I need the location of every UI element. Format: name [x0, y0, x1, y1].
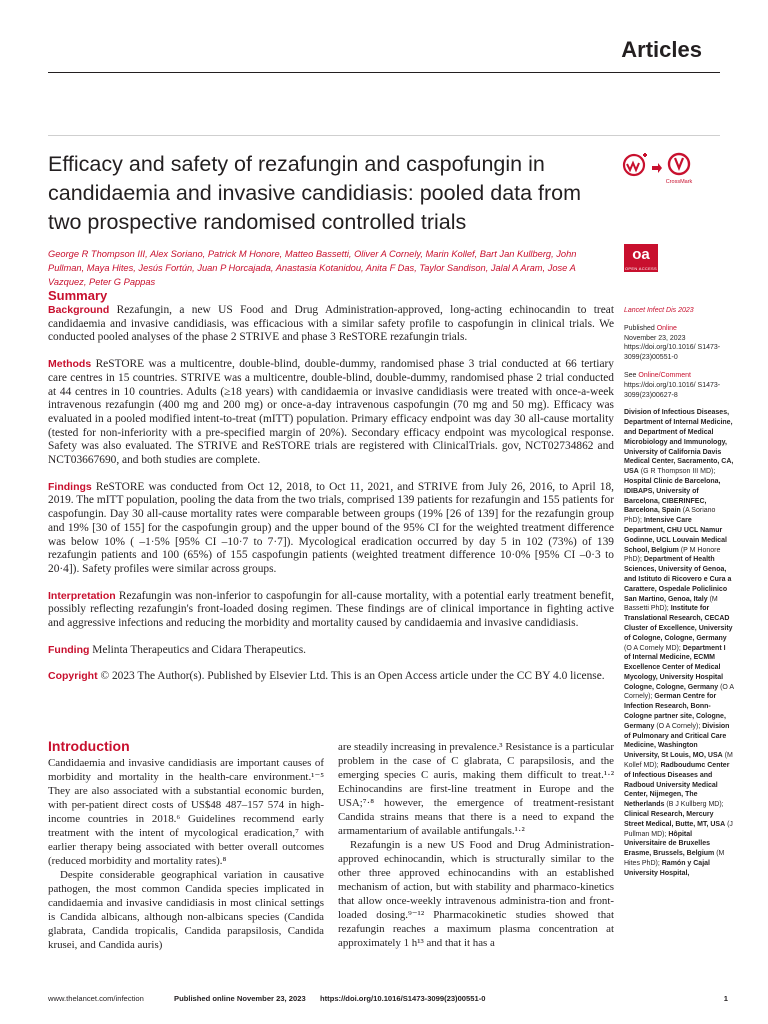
- affiliation-inst: Intensive Care Department, CHU UCL Namur Godinne, UCL Louvain Medical School, Belgium: [624, 517, 727, 554]
- published-doi[interactable]: https://doi.org/10.1016/ S1473-3099(23)00551-0: [624, 344, 721, 362]
- see-label: See: [624, 371, 637, 379]
- affiliation-inst: Hospital Clinic de Barcelona, IDIBAPS, University of Barcelona, CIBERINFEC, Barcelona, Spain: [624, 477, 721, 515]
- summary-heading: Summary: [48, 288, 108, 303]
- article-title: Efficacy and safety of rezafungin and caspofungin in candidaemia and invasive candidiasis: pooled data from two prospective randomised controlled trials: [48, 152, 582, 234]
- affiliation-who: (O A Cornely MD);: [624, 644, 681, 652]
- background-text: Rezafungin, a new US Food and Drug Administration-approved, long-acting echinocandin to treat candidaemia and invasive candidiasis, was efficacious with a similar safety profile to caspofungin in clinical trials. We conducted pooled analyses of the phase 2 STRIVE and phase 3 ReSTORE rezafungin trials.: [48, 304, 614, 344]
- arrow-icon: [652, 163, 662, 173]
- findings-text: ReSTORE was conducted from Oct 12, 2018, to Oct 11, 2021, and STRIVE from July 26, 2016, to April 18, 2019. The mITT population, pooling the data from the two trials, comprised 139 patients for rezafungin and 155 patients for caspofungin. Day 30 all-cause mortality rates were comparable between groups (19% [26 of 139] for the rezafungin group and 19% [30 of 155] for the caspofungin group) and the upper bound of the 95% CI for the weighted treatment difference was below 10% ( –1·5% [95% CI –10·7 to 7·7]). Mycological eradication occurred by day 5 in 102 (73%) of 139 rezafungin patients and 100 (65%) of 155 caspofungin patients (weighted treatment difference 10·0% [95% CI –0·3 to 20·4]). Safety profiles were similar across groups.: [48, 480, 614, 575]
- affiliation-inst: Hôpital Universitaire de Bruxelles Erasme, Brussels, Belgium: [624, 830, 715, 858]
- online-link[interactable]: Online: [656, 324, 677, 332]
- comment-link[interactable]: Online/Comment: [638, 371, 691, 379]
- published-info: [624, 324, 734, 363]
- affiliation-who: (O A Cornely);: [624, 683, 734, 701]
- title-rule: [48, 135, 720, 136]
- affiliation-who: (M Hites PhD);: [624, 850, 725, 868]
- affiliation-who: (P M Honore PhD);: [624, 546, 721, 564]
- comment-doi[interactable]: https://doi.org/10.1016/ S1473-3099(23)00627-8: [624, 381, 721, 399]
- interpretation-label: Interpretation: [48, 589, 116, 602]
- abstract-methods: [48, 358, 614, 468]
- open-access-badge[interactable]: [624, 244, 658, 272]
- paragraph: Rezafungin is a new US Food and Drug Administration-approved echinocandin, which is structurally similar to the other three approved echinocandins with an established mechanism of action, but with stability and pharmaco-kinetics that allow once-weekly intravenous administra-tion and front-loaded dosing.⁹⁻¹² Pharmacokinetic studies showed that rezafungin reaches a maximum plasma concentration at approximately 1 h¹³ and that it has a: [338, 839, 614, 949]
- funding-label: Funding: [48, 643, 90, 656]
- see-also-info: [624, 371, 734, 400]
- abstract-background: [48, 304, 614, 345]
- affiliations: [624, 408, 734, 878]
- body-column-right: [338, 740, 614, 950]
- abstract-copyright: [48, 670, 614, 684]
- affiliation-inst: Ramón y Cajal University Hospital,: [624, 860, 710, 877]
- affiliation-inst: Division of Pulmonary and Critical Care Medicine, Washington University, St Louis, MO, USA: [624, 722, 730, 760]
- abstract: [48, 304, 614, 697]
- methods-text: ReSTORE was a multicentre, double-blind, double-dummy, randomised phase 3 trial conducted at 66 tertiary care centres in 15 countries. STRIVE was a multicentre, double-blind, double-dummy, randomised phase 2 trial conducted at 44 centres in 10 countries. Adults (≥18 years) with candidaemia or invasive candidiasis were treated with once-a-week intravenous rezafungin (400 mg and 200 mg) or once-a-day intravenous caspofungin (70 mg and 50 mg). Efficacy was evaluated in a pooled modified intent-to-treat (mITT) population. Primary efficacy endpoint was day 30 all-cause mortality (tested for non-inferiority with a pre-specified margin of 20%). Secondary efficacy endpoint was mycological response. Safety was also evaluated. The STRIVE and ReSTORE trials are registered with ClinicalTrials. gov, NCT02734862 and NCT03667690, and both studies are complete.: [48, 358, 614, 467]
- affiliation-who: (G R Thompson III MD);: [640, 468, 716, 476]
- oa-sublabel: OPEN ACCESS: [625, 266, 657, 271]
- affiliation-inst: Radboudumc Center of Infectious Diseases and Radboud University Medical Center, Nijmegen, The Netherlands: [624, 762, 730, 809]
- published-date: November 23, 2023: [624, 334, 686, 342]
- journal-citation: Lancet Infect Dis 2023: [624, 307, 694, 314]
- affiliation-who: (O A Cornely);: [656, 722, 701, 730]
- published-online: Published online November 23, 2023: [174, 994, 306, 1003]
- funding-text: Melinta Therapeutics and Cidara Therapeutics.: [92, 643, 306, 656]
- author-list: George R Thompson III, Alex Soriano, Patrick M Honore, Matteo Bassetti, Oliver A Cornely, Marin Kollef, Bart Jan Kullberg, John Pullman, Maya Hites, Jesús Fortún, Juan P Horcajada, Anastasia Kotanidou, Anita F Das, Taylor Sandison, Jalal A Aram, Jose A Vazquez, Peter G Pappas: [48, 249, 577, 287]
- affiliation-inst: German Centre for Infection Research, Bonn-Cologne partner site, Cologne, Germany: [624, 693, 726, 730]
- sidebar: [624, 306, 734, 879]
- paragraph: Candidaemia and invasive candidiasis are important causes of morbidity and mortality in the health-care environment.¹⁻⁵ They are also associated with a substantial economic burden, with per-patient direct costs of US$48 487–157 574 in high-income countries in 2018.⁶ Guidelines recommend early treatment with the intent of mycological eradication,⁷ with earlier therapy being associated with better overall outcomes (reduced morbidity and mortality rates).⁸: [48, 757, 324, 867]
- affiliation-inst: Clinical Research, Mercury Street Medical, Butte, MT, USA: [624, 811, 726, 828]
- article-doi[interactable]: https://doi.org/10.1016/S1473-3099(23)00551-0: [320, 994, 486, 1003]
- methods-label: Methods: [48, 358, 92, 371]
- affiliation-inst: Department I of Internal Medicine, ECMM Excellence Center of Medical Mycology, University Hospital Cologne, Cologne, Germany: [624, 644, 726, 691]
- section-heading: Articles: [621, 37, 702, 62]
- paragraph: Despite considerable geographical variation in causative pathogen, the most common Candida species implicated in candidaemia and invasive candidiasis in most clinical settings is Candida albicans, although non-albicans species (Candida glabrata, Candida tropicalis, Candida parapsilosis, Candida krusei, and Candida auris): [48, 869, 324, 951]
- interpretation-text: Rezafungin was non-inferior to caspofungin for all-cause mortality, with a potential early treatment benefit, possibly reflecting rezafungin's front-loaded dosing regimen. These findings are of clinical importance in fighting active and aggressive infections and reducing the morbidity and mortality caused by candidaemia and invasive candidiasis.: [48, 589, 614, 630]
- affiliation-who: (M Kollef MD);: [624, 752, 733, 770]
- badge-group: [622, 152, 702, 186]
- page-number: 1: [723, 994, 728, 1003]
- abstract-findings: [48, 481, 614, 577]
- findings-label: Findings: [48, 480, 92, 493]
- affiliation-inst: Division of Infectious Diseases, Department of Internal Medicine, and Department of Medical Microbiology and Immunology, University of California Davis Medical Center, Sacramento, CA, USA: [624, 409, 734, 476]
- header-rule: [48, 72, 720, 73]
- body-column-left: [48, 756, 324, 952]
- checkmark-badges[interactable]: [622, 152, 702, 186]
- abstract-funding: [48, 644, 614, 658]
- crossmark-label: CrossMark: [665, 179, 693, 185]
- affiliation-who: (A Soriano PhD);: [624, 507, 716, 525]
- affiliation-inst: Department of Health Sciences, University of Genoa, and Istituto di Ricovero e Cura a Carattere, Ospedale Policlinico San Martino, Genoa, Italy: [624, 556, 732, 603]
- oa-label: oa: [632, 246, 650, 263]
- published-label: Published: [624, 324, 655, 332]
- affiliation-who: (J Pullman MD);: [624, 820, 733, 838]
- affiliation-who: (M Bassetti PhD);: [624, 595, 718, 613]
- journal-url[interactable]: www.thelancet.com/infection: [48, 994, 144, 1003]
- paragraph: are steadily increasing in prevalence.³ Resistance is a particular problem in the case of C glabrata, C parapsilosis, and the emerging species C auris, making them difficult to treat.¹·² Echinocandins are first-line treatment in Europe and the USA;⁷·⁸ however, the emergence of treatment-resistant Candida strains means that there is a need to expand the armamentarium of available antifungals.¹·²: [338, 741, 614, 837]
- affiliation-who: (B J Kullberg MD);: [666, 801, 724, 809]
- copyright-text: © 2023 The Author(s). Published by Elsevier Ltd. This is an Open Access article under the CC BY 4.0 license.: [100, 670, 605, 683]
- copyright-label: Copyright: [48, 670, 98, 683]
- crossmark-icon[interactable]: [669, 154, 689, 174]
- introduction-heading: Introduction: [48, 738, 130, 754]
- affiliation-inst: Institute for Translational Research, CECAD Cluster of Excellence, University of Cologne, Cologne, Germany: [624, 605, 733, 642]
- abstract-interpretation: [48, 590, 614, 631]
- background-label: Background: [48, 304, 110, 316]
